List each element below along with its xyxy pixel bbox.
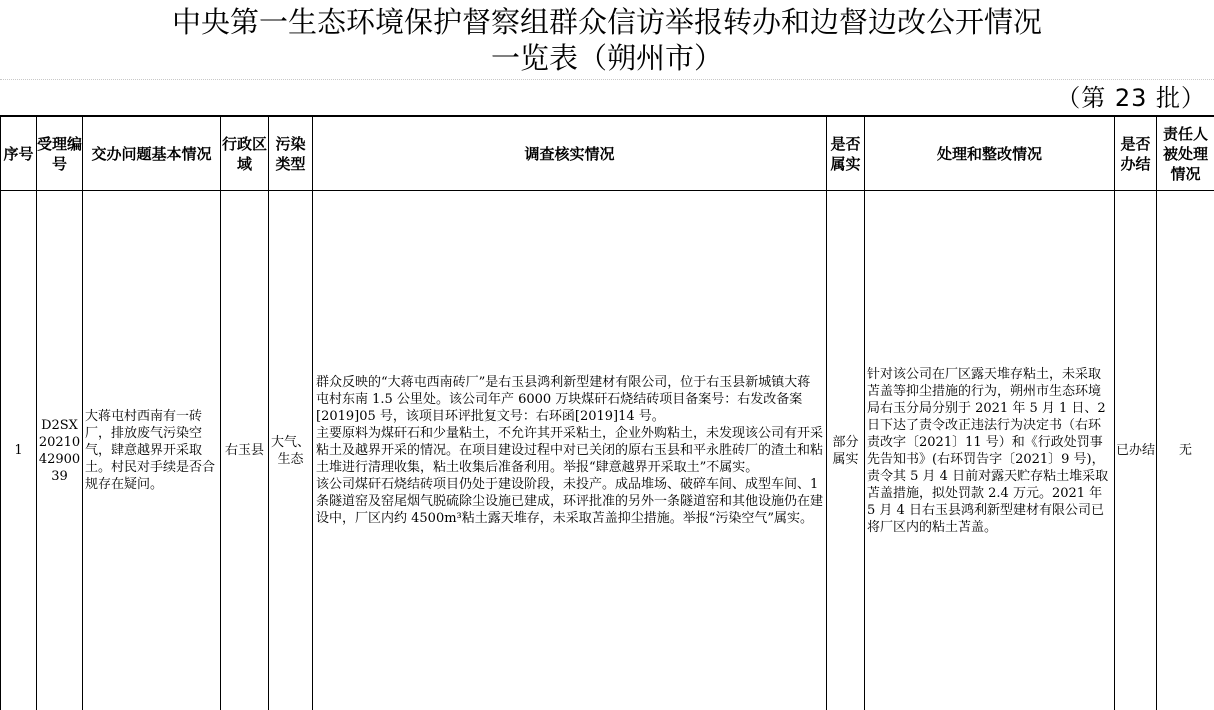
header-code: 受理编号 xyxy=(37,117,83,191)
cell-closed: 已办结 xyxy=(1115,191,1157,710)
header-investigation: 调查核实情况 xyxy=(313,117,827,191)
cell-seq: 1 xyxy=(1,191,37,710)
header-issue: 交办问题基本情况 xyxy=(83,117,221,191)
header-region: 行政区域 xyxy=(221,117,269,191)
report-title xyxy=(0,0,1214,80)
header-seq: 序号 xyxy=(1,117,37,191)
title-line-2: 一览表（朔州市） xyxy=(490,41,723,75)
report-table xyxy=(0,116,1214,710)
cell-pollution: 大气、生态 xyxy=(269,191,313,710)
batch-number: （第 23 批） xyxy=(1056,84,1206,112)
cell-region: 右玉县 xyxy=(221,191,269,710)
header-handling: 处理和整改情况 xyxy=(865,117,1115,191)
cell-handling: 针对该公司在厂区露天堆存粘土，未采取苫盖等抑尘措施的行为，朔州市生态环境局右玉分局分别于 2021 年 5 月 1 日、2 日下达了责令改正违法行为决定书（右环责改字〔2021〕11 号）和《行政处罚事先告知书》(右环罚告字〔2021〕9 号)，责令其 5 月 4 日前对露天贮存粘土堆采取苫盖措施，拟处罚款 2.4 万元。2021 年 5 月 4 日右玉县鸿利新型建材有限公司已将厂区内的粘土苫盖。 xyxy=(865,191,1115,710)
header-verified: 是否属实 xyxy=(827,117,865,191)
cell-code: D2SX202104290039 xyxy=(37,191,83,710)
cell-verified: 部分属实 xyxy=(827,191,865,710)
cell-issue: 大蒋屯村西南有一砖厂，排放废气污染空气，肆意越界开采取土。村民对手续是否合规存在疑问。 xyxy=(83,191,221,710)
table-header-row xyxy=(1,117,1214,191)
title-line-1: 中央第一生态环境保护督察组群众信访举报转办和边督边改公开情况 xyxy=(171,5,1042,39)
batch-row xyxy=(0,80,1214,116)
header-accountability: 责任人被处理情况 xyxy=(1157,117,1214,191)
table-row xyxy=(1,191,1214,710)
header-closed: 是否办结 xyxy=(1115,117,1157,191)
cell-investigation: 群众反映的“大蒋屯西南砖厂”是右玉县鸿利新型建材有限公司，位于右玉县新城镇大蒋屯村东南 1.5 公里处。该公司年产 6000 万块煤矸石烧结砖项目备案号：右发改备案[2019]05 号，该项目环评批复文号：右环函[2019]14 号。 主要原料为煤矸石和少量粘土，不允许其开采粘土，企业外购粘土，未发现该公司有开采粘土及越界开采的情况。在项目建设过程中对已关闭的原右玉县和平永胜砖厂的渣土和粘土堆进行清理收集，粘土收集后准备利用。举报“肆意越界开采取土”不属实。 该公司煤矸石烧结砖项目仍处于建设阶段，未投产。成品堆场、破碎车间、成型车间、1 条隧道窑及窑尾烟气脱硫除尘设施已建成，环评批准的另外一条隧道窑和其他设施仍在建设中，厂区内约 4500m³粘土露天堆存，未采取苫盖抑尘措施。举报“污染空气”属实。 xyxy=(313,191,827,710)
header-pollution: 污染类型 xyxy=(269,117,313,191)
cell-accountability: 无 xyxy=(1157,191,1214,710)
